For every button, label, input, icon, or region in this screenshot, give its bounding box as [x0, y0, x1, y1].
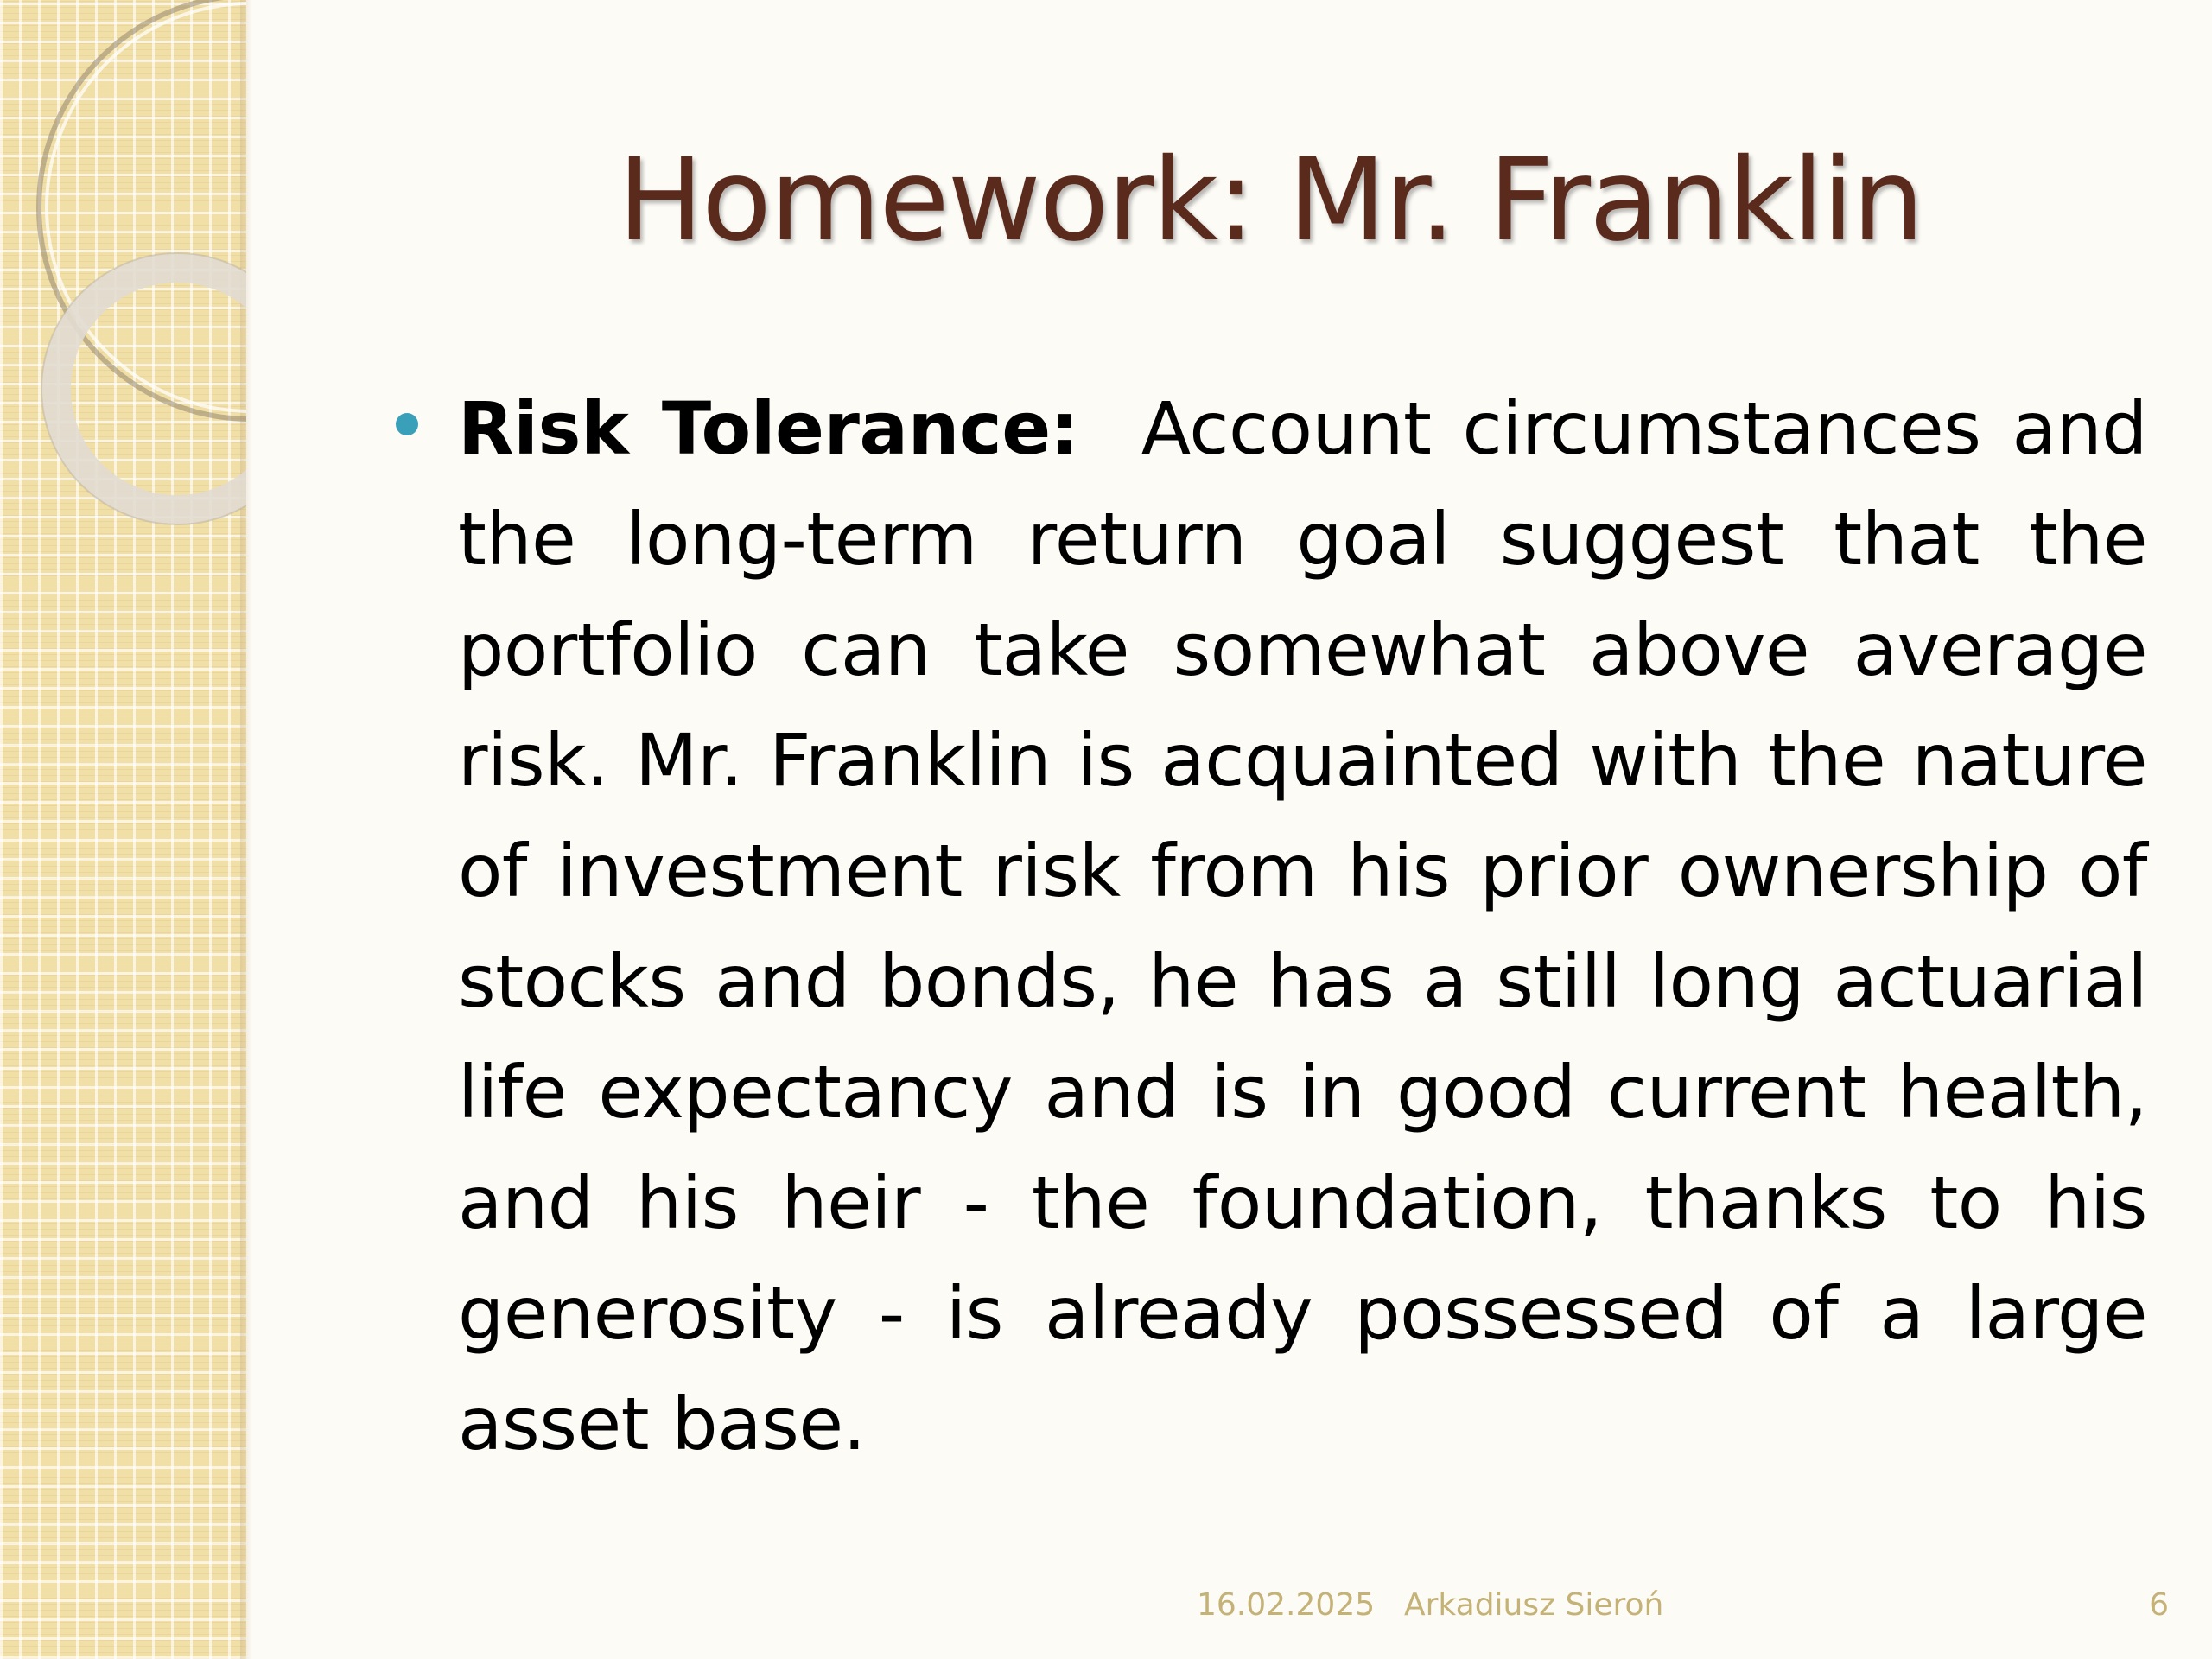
footer-page-number: 6	[2149, 1587, 2169, 1623]
bullet-label: Risk Tolerance:	[458, 386, 1079, 471]
decorative-rings	[0, 0, 246, 605]
small-ring	[56, 268, 246, 510]
bullet-paragraph	[458, 373, 2147, 1479]
bullet-dot	[396, 413, 418, 435]
footer-date: 16.02.2025	[1197, 1587, 1376, 1623]
bullet-text: Account circumstances and the long-term return goal suggest that the portfolio can take somewhat above average risk. Mr. Franklin is acquainted with the nature of investment risk from his prior ownership of stocks and bonds, he has a still long actuarial life expectancy and is in good current health, and his heir - the foundation, thanks to his generosity - is already possessed of a large asset base.	[458, 386, 2148, 1466]
slide-title: Homework: Mr. Franklin	[617, 134, 1923, 267]
footer-author: Arkadiusz Sieroń	[1404, 1587, 1664, 1623]
